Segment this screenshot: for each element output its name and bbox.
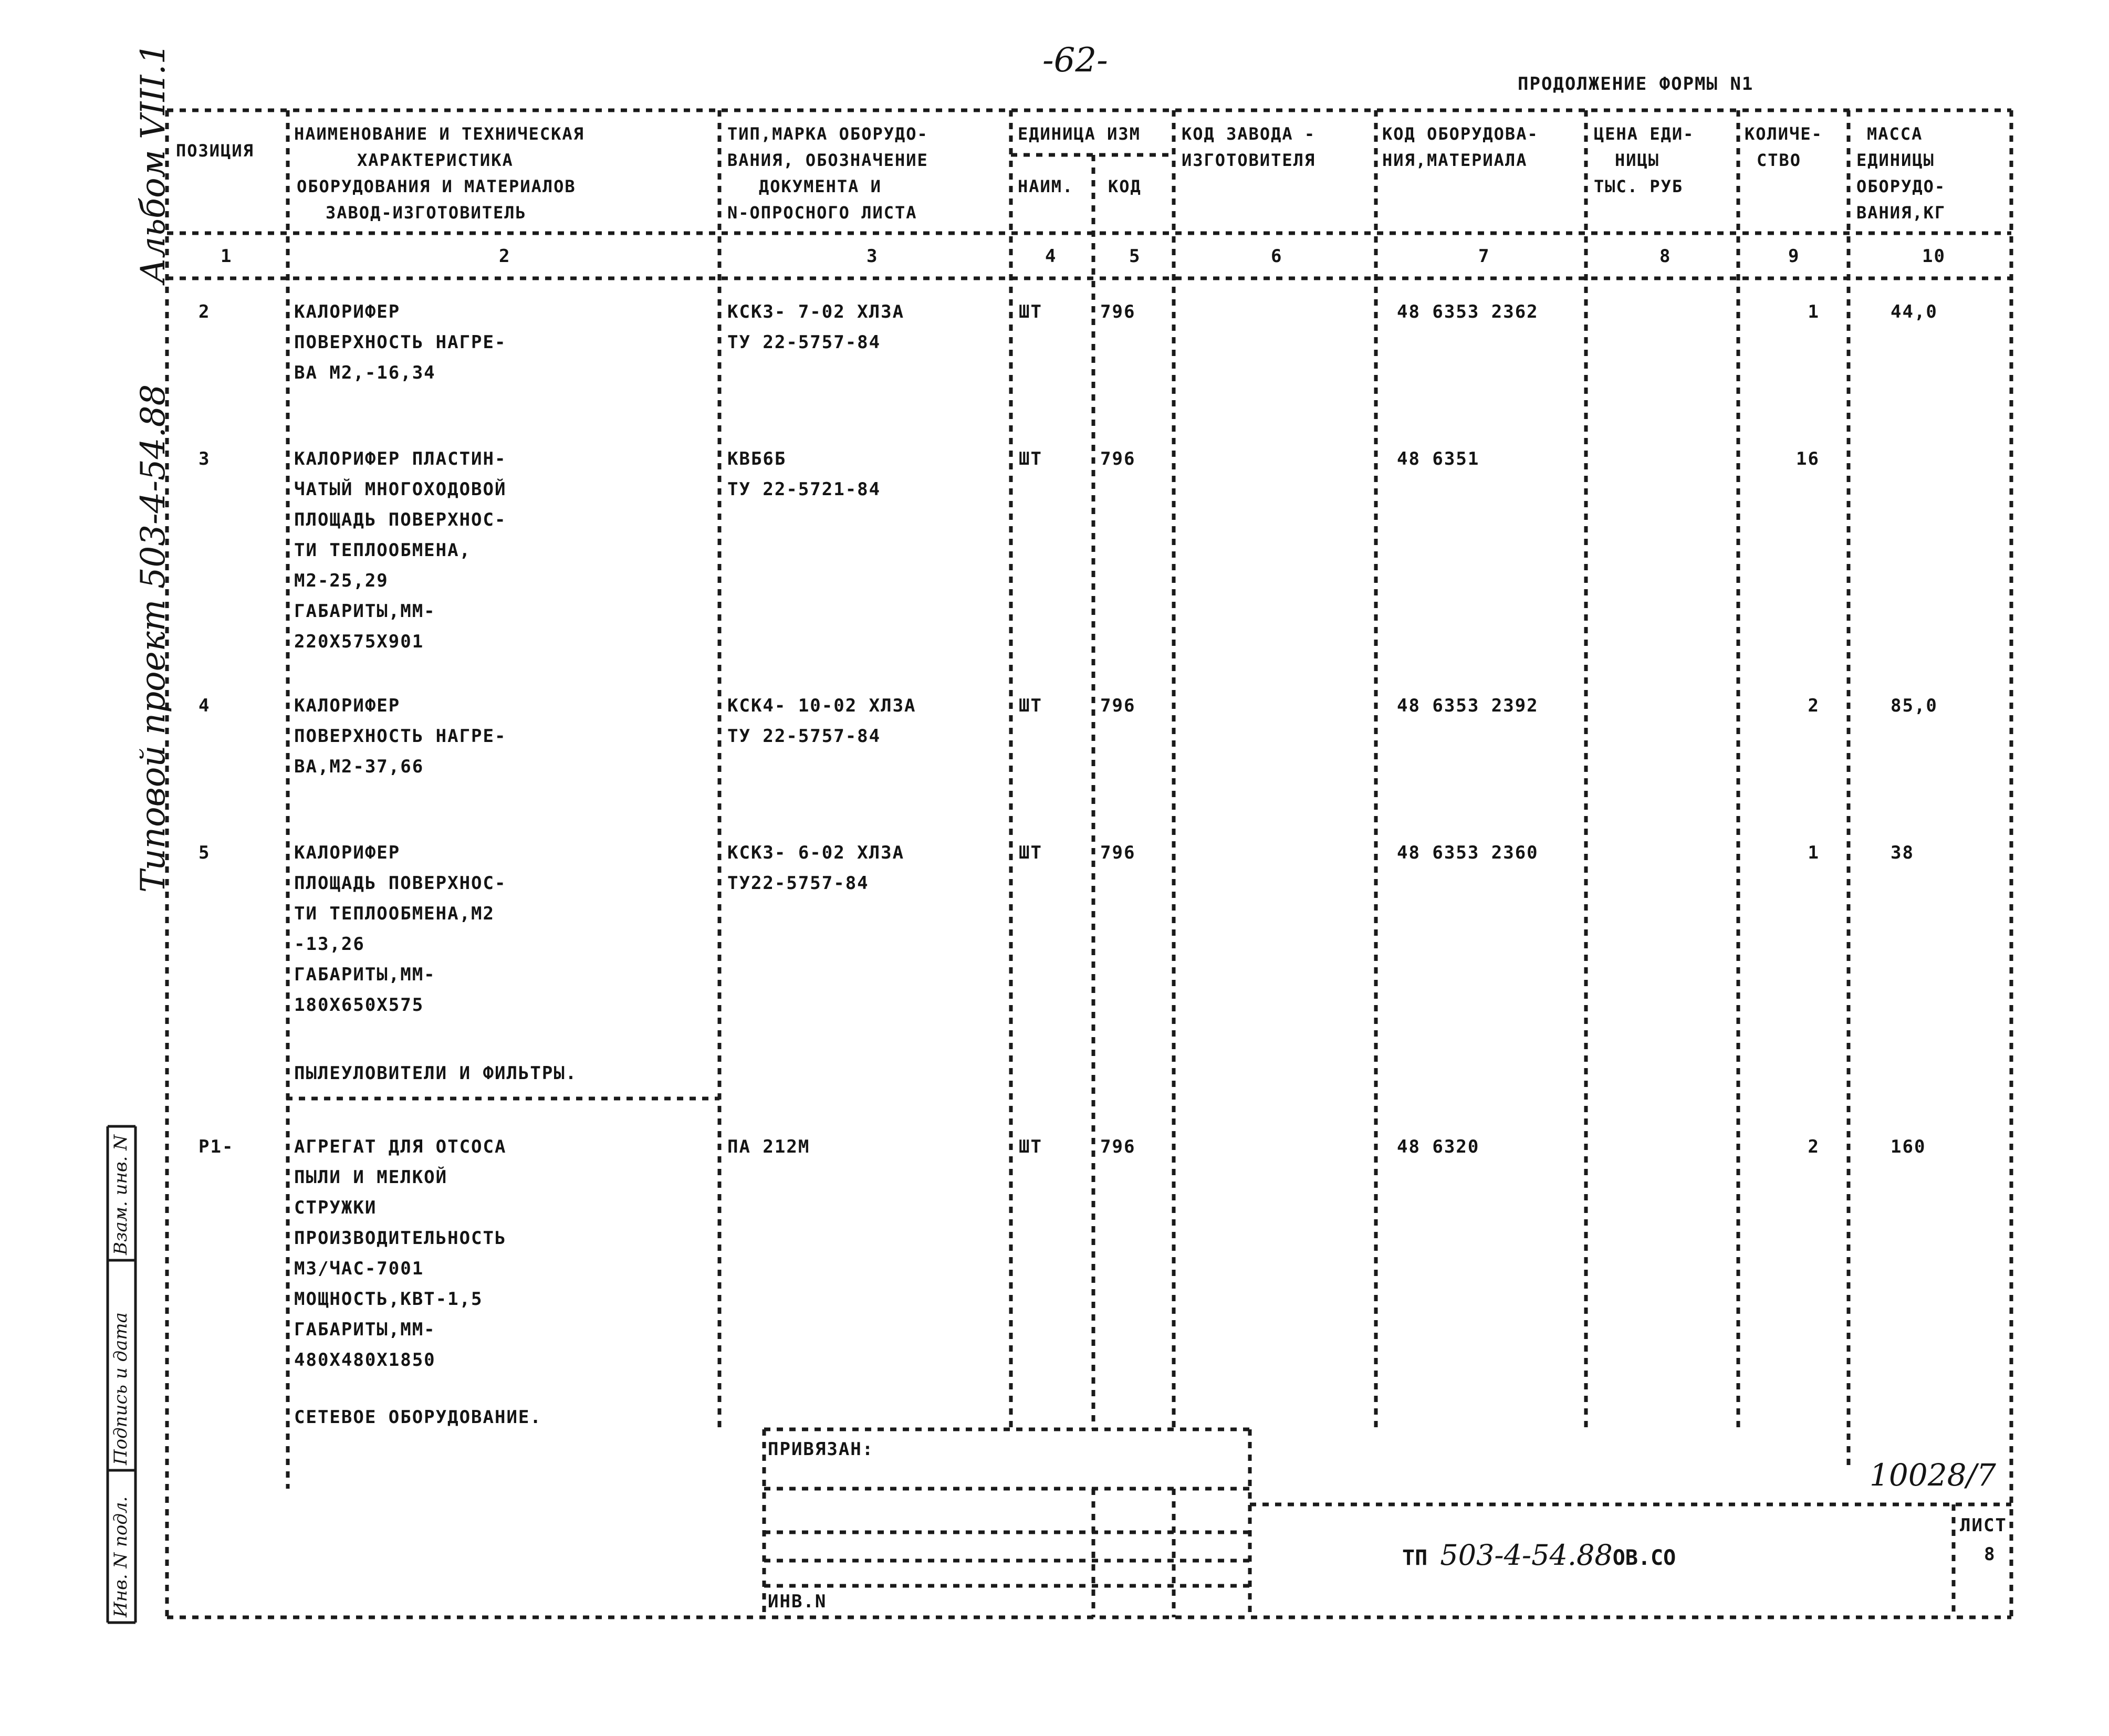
continuation-title: ПРОДОЛЖЕНИЕ ФОРМЫ N1 — [1518, 74, 1754, 95]
cell-name-line: 480Х480Х1850 — [294, 1350, 436, 1371]
cell-equipment-code: 48 6320 — [1397, 1136, 1480, 1157]
cell-name-line: МОЩНОСТЬ,КВТ-1,5 — [294, 1289, 483, 1310]
cell-name-line: КАЛОРИФЕР — [294, 695, 401, 716]
cell-mass: 85,0 — [1891, 695, 1938, 716]
header-type-line2: ВАНИЯ, ОБОЗНАЧЕНИЕ — [727, 150, 928, 170]
cell-equipment-code: 48 6353 2362 — [1397, 301, 1539, 322]
cell-name-line: ЧАТЫЙ МНОГОХОДОВОЙ — [294, 479, 507, 500]
cell-name-line: ПЫЛЕУЛОВИТЕЛИ И ФИЛЬТРЫ. — [294, 1063, 578, 1084]
cell-name-line: КАЛОРИФЕР — [294, 301, 401, 322]
column-number: 9 — [1788, 246, 1800, 267]
cell-type-line: КСК3- 6-02 ХЛ3А — [727, 842, 905, 863]
cell-type-line: ТУ 22-5721-84 — [727, 479, 881, 500]
header-type-line4: N-ОПРОСНОГО ЛИСТА — [727, 203, 917, 223]
cell-position: 2 — [199, 301, 211, 322]
cell-name-line: 220Х575Х901 — [294, 631, 424, 652]
cell-name-line: ВА,М2-37,66 — [294, 756, 424, 777]
cell-position: Р1- — [199, 1136, 234, 1157]
cell-type-line: ТУ22-5757-84 — [727, 873, 869, 894]
cell-name-line: ПОВЕРХНОСТЬ НАГРЕ- — [294, 726, 507, 747]
header-factory-line1: КОД ЗАВОДА - — [1182, 124, 1316, 144]
cell-unit: ШТ — [1019, 448, 1042, 469]
header-price-line2: НИЦЫ — [1615, 150, 1660, 170]
cell-equipment-code: 48 6351 — [1397, 448, 1480, 469]
header-price-line3: ТЫС. РУБ — [1594, 176, 1684, 196]
cell-mass: 160 — [1891, 1136, 1926, 1157]
cell-name-line: М2-25,29 — [294, 570, 389, 591]
cell-type-line: ПА 212М — [727, 1136, 810, 1157]
cell-type-line: КСК3- 7-02 ХЛ3А — [727, 301, 905, 322]
cell-name-line: ГАБАРИТЫ,ММ- — [294, 601, 436, 622]
cell-name-line: АГРЕГАТ ДЛЯ ОТСОСА — [294, 1136, 507, 1157]
header-name-line1: НАИМЕНОВАНИЕ И ТЕХНИЧЕСКАЯ — [294, 124, 584, 144]
cell-unit-code: 796 — [1100, 301, 1136, 322]
header-type-line1: ТИП,МАРКА ОБОРУДО- — [727, 124, 928, 144]
cell-name-line: ТИ ТЕПЛООБМЕНА,М2 — [294, 903, 495, 924]
header-factory-line2: ИЗГОТОВИТЕЛЯ — [1182, 150, 1316, 170]
header-qty-line2: СТВО — [1757, 150, 1802, 170]
column-number: 5 — [1129, 246, 1141, 267]
header-mass-line2: ЕДИНИЦЫ — [1856, 150, 1935, 170]
column-number: 6 — [1271, 246, 1283, 267]
header-price-line1: ЦЕНА ЕДИ- — [1594, 124, 1695, 144]
cell-type-line: КСК4- 10-02 ХЛ3А — [727, 695, 916, 716]
cell-type-line: ТУ 22-5757-84 — [727, 332, 881, 353]
cell-name-line: СТРУЖКИ — [294, 1197, 377, 1218]
document-number — [1402, 1539, 1676, 1572]
header-mass-line4: ВАНИЯ,КГ — [1856, 203, 1946, 223]
header-mass-line3: ОБОРУДО- — [1856, 176, 1946, 196]
cell-name-line: ПЫЛИ И МЕЛКОЙ — [294, 1167, 448, 1188]
header-unit-code: КОД — [1108, 176, 1142, 196]
cell-unit: ШТ — [1019, 695, 1042, 716]
cell-quantity: 1 — [1808, 301, 1820, 322]
cell-mass: 38 — [1891, 842, 1914, 863]
cell-equipment-code: 48 6353 2360 — [1397, 842, 1539, 863]
cell-equipment-code: 48 6353 2392 — [1397, 695, 1539, 716]
cell-name-line: ПОВЕРХНОСТЬ НАГРЕ- — [294, 332, 507, 353]
cell-name-line: ПЛОЩАДЬ ПОВЕРХНОС- — [294, 873, 507, 894]
header-name-line4: ЗАВОД-ИЗГОТОВИТЕЛЬ — [326, 203, 527, 223]
column-number: 8 — [1659, 246, 1672, 267]
header-name-line2: ХАРАКТЕРИСТИКА — [357, 150, 514, 170]
cell-quantity: 16 — [1796, 448, 1820, 469]
cell-type-line: КВБ6Б — [727, 448, 787, 469]
column-number: 1 — [221, 246, 233, 267]
cell-type-line: ТУ 22-5757-84 — [727, 726, 881, 747]
column-number: 3 — [866, 246, 879, 267]
cell-unit: ШТ — [1019, 842, 1042, 863]
cell-name-line: КАЛОРИФЕР ПЛАСТИН- — [294, 448, 507, 469]
page-number: -62- — [1042, 41, 1108, 80]
stamp-inv-number: ИНВ.N — [768, 1591, 827, 1612]
header-mass-line1: МАССА — [1867, 124, 1923, 144]
cell-name-line: ВА М2,-16,34 — [294, 362, 436, 383]
cell-name-line: КАЛОРИФЕР — [294, 842, 401, 863]
cell-unit: ШТ — [1019, 301, 1042, 322]
header-unit-name: НАИМ. — [1018, 176, 1074, 196]
cell-name-line: ПРОИЗВОДИТЕЛЬНОСТЬ — [294, 1228, 507, 1249]
side-project-label: Типовой проект 503-4-54.88 — [134, 384, 173, 893]
column-number: 2 — [499, 246, 511, 267]
cell-quantity: 2 — [1808, 695, 1820, 716]
cell-unit-code: 796 — [1100, 1136, 1136, 1157]
header-code-line1: КОД ОБОРУДОВА- — [1382, 124, 1539, 144]
document-suffix: ОВ.СО — [1612, 1546, 1676, 1570]
column-number: 4 — [1045, 246, 1057, 267]
cell-name-line: -13,26 — [294, 934, 365, 955]
column-number: 10 — [1922, 246, 1946, 267]
cell-name-line: ТИ ТЕПЛООБМЕНА, — [294, 540, 472, 561]
side-stamp-replace: Взам. инв. N — [110, 1134, 131, 1255]
header-unit: ЕДИНИЦА ИЗМ — [1018, 124, 1141, 144]
side-stamp-sign: Подпись и дата — [110, 1312, 131, 1465]
cell-position: 3 — [199, 448, 211, 469]
cell-name-line: ПЛОЩАДЬ ПОВЕРХНОС- — [294, 509, 507, 530]
cell-unit-code: 796 — [1100, 842, 1136, 863]
document-prefix: ТП — [1402, 1546, 1440, 1570]
cell-quantity: 2 — [1808, 1136, 1820, 1157]
cell-name-line: М3/ЧАС-7001 — [294, 1258, 424, 1279]
sheet-label: ЛИСТ — [1960, 1515, 2007, 1536]
cell-name-line: ГАБАРИТЫ,ММ- — [294, 1319, 436, 1340]
cell-unit-code: 796 — [1100, 695, 1136, 716]
header-name-line3: ОБОРУДОВАНИЯ И МАТЕРИАЛОВ — [297, 176, 576, 196]
cell-unit-code: 796 — [1100, 448, 1136, 469]
cell-unit: ШТ — [1019, 1136, 1042, 1157]
cell-mass: 44,0 — [1891, 301, 1938, 322]
cell-quantity: 1 — [1808, 842, 1820, 863]
cell-position: 4 — [199, 695, 211, 716]
side-album-label: Альбом VIII.1 — [134, 43, 173, 284]
column-number: 7 — [1478, 246, 1490, 267]
header-code-line2: НИЯ,МАТЕРИАЛА — [1382, 150, 1528, 170]
stamp-privyazan: ПРИВЯЗАН: — [768, 1439, 874, 1460]
sheet-number: 8 — [1984, 1544, 1996, 1565]
header-qty-line1: КОЛИЧЕ- — [1745, 124, 1823, 144]
document-code: 503-4-54.88 — [1440, 1539, 1613, 1572]
cell-name-line: СЕТЕВОЕ ОБОРУДОВАНИЕ. — [294, 1407, 542, 1428]
side-stamp-inv: Инв. N подл. — [110, 1496, 131, 1617]
header-type-line3: ДОКУМЕНТА И — [759, 176, 882, 196]
cell-position: 5 — [199, 842, 211, 863]
cell-name-line: 180Х650Х575 — [294, 995, 424, 1016]
cell-name-line: ГАБАРИТЫ,ММ- — [294, 964, 436, 985]
header-position: ПОЗИЦИЯ — [176, 141, 254, 161]
archive-number: 10028/7 — [1870, 1457, 1996, 1493]
